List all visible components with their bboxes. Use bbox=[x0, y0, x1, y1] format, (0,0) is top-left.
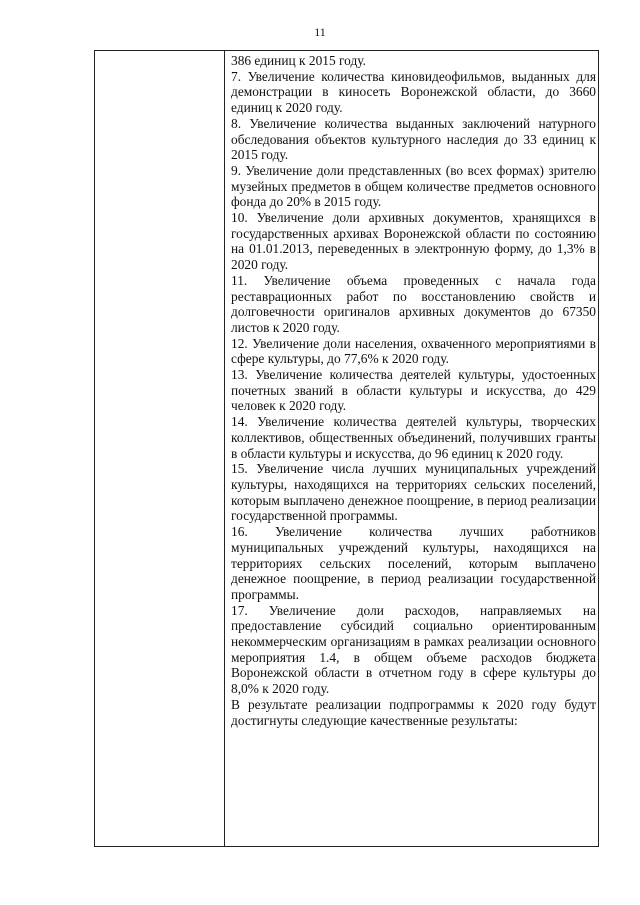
table-right-cell bbox=[231, 53, 596, 728]
paragraph-results-intro: В результате реализации подпрограммы к 2020 году будут достигнуты следующие качественные результаты: bbox=[231, 696, 596, 728]
paragraph-item-17: 17. Увеличение доли расходов, направляемых на предоставление субсидий социально ориентированным некоммерческим организациям в рамках реализации основного мероприятия 1.4, в общем объеме расходов бюджета Воронежской области в отчетном году в сфере культуры до 8,0% к 2020 году. bbox=[231, 602, 596, 697]
paragraph-item-9: 9. Увеличение доли представленных (во всех формах) зрителю музейных предметов в общем количестве предметов основного фонда до 20% в 2015 году. bbox=[231, 162, 596, 210]
paragraph-item-13: 13. Увеличение количества деятелей культуры, удостоенных почетных званий в области культуры и искусства, до 429 человек к 2020 году. bbox=[231, 367, 596, 414]
table-frame bbox=[94, 50, 599, 847]
paragraph-item-16: 16. Увеличение количества лучших работников муниципальных учреждений культуры, находящихся на территориях сельских поселений, которым выплачено денежное поощрение, в период реализации государственной программы. bbox=[231, 524, 596, 602]
page-number: 11 bbox=[314, 25, 326, 39]
paragraph-item-10: 10. Увеличение доли архивных документов, хранящихся в государственных архивах Воронежской области по состоянию на 01.01.2013, переведенных в электронную форму, до 1,3% в 2020 году. bbox=[231, 210, 596, 273]
paragraph-item-8: 8. Увеличение количества выданных заключений натурного обследования объектов культурного наследия до 33 единиц к 2015 году. bbox=[231, 115, 596, 163]
paragraph-continuation: 386 единиц к 2015 году. bbox=[231, 53, 366, 68]
paragraph-item-15: 15. Увеличение числа лучших муниципальных учреждений культуры, находящихся на территориях сельских поселений, которым выплачено денежное поощрение, в период реализации государственной программы. bbox=[231, 461, 596, 524]
paragraph-item-11: 11. Увеличение объема проведенных с начала года реставрационных работ по восстановлению свойств и долговечности оригиналов архивных документов до 67350 листов к 2020 году. bbox=[231, 272, 596, 335]
table-left-cell bbox=[95, 51, 225, 846]
paragraph-item-14: 14. Увеличение количества деятелей культуры, творческих коллективов, общественных объединений, получивших гранты в области культуры и искусства, до 96 единиц к 2020 году. bbox=[231, 414, 596, 461]
paragraph-item-7: 7. Увеличение количества киновидеофильмов, выданных для демонстрации в киносеть Воронежской области, до 3660 единиц к 2020 году. bbox=[231, 68, 596, 116]
paragraph-item-12: 12. Увеличение доли населения, охваченного мероприятиями в сфере культуры, до 77,6% к 2020 году. bbox=[231, 335, 596, 367]
